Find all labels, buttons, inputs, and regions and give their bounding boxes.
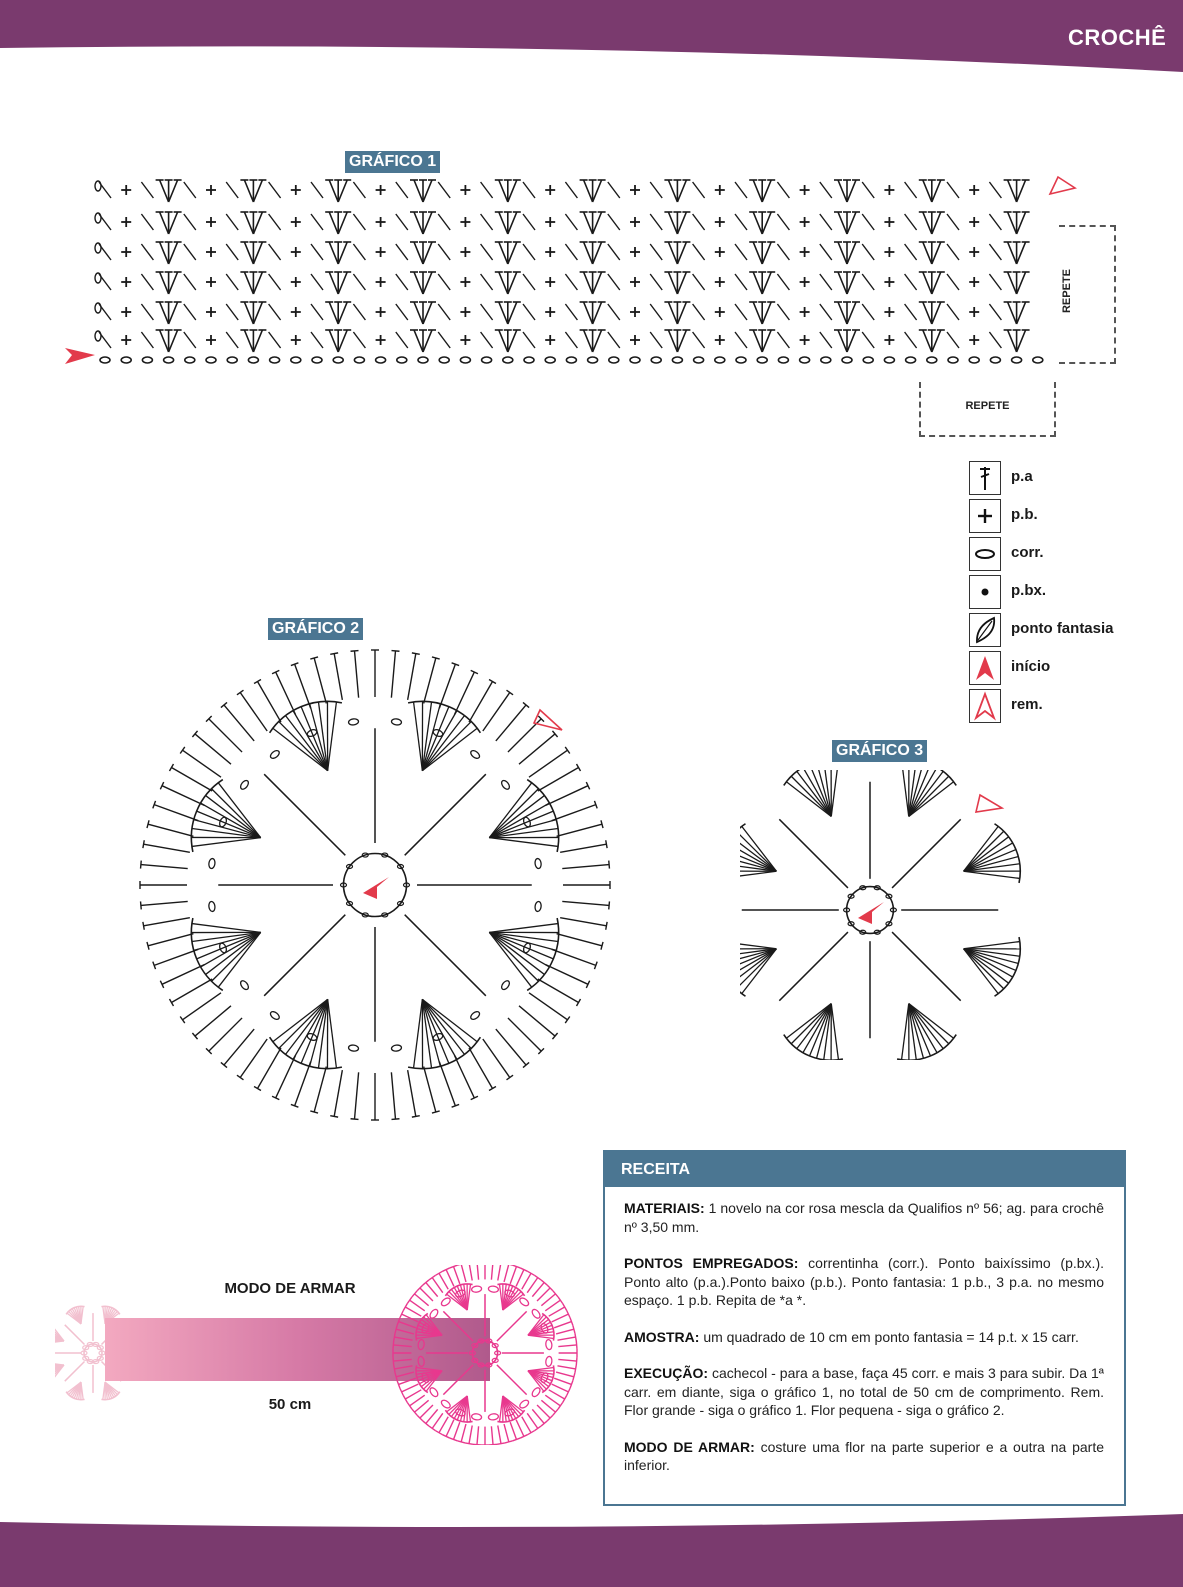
chart-3-diagram (740, 770, 1040, 1060)
recipe-panel (603, 1150, 1126, 1506)
assembly-diagram (55, 1265, 595, 1445)
legend-row-pb: p.b. (969, 499, 1169, 537)
start-arrow-icon (970, 652, 1000, 684)
repeat-vertical-bracket: REPETE (1059, 225, 1116, 364)
legend-row-inicio: início (969, 651, 1169, 689)
legend-row-corr: corr. (969, 537, 1169, 575)
chart-1-tag: GRÁFICO 1 (345, 151, 440, 173)
recipe-execution: EXECUÇÃO: cachecol - para a base, faça 45 corr. e mais 3 para subir. Da 1ª carr. em diante, siga o gráfico 1, no total de 50 cm de comprimento. Rem. Flor grande - siga o gráfico 1. Flor pequena - siga o gráfico 2. (624, 1365, 1104, 1418)
leaf-icon (970, 614, 1000, 646)
assembly-length: 50 cm (268, 1396, 312, 1413)
recipe-sample: AMOSTRA: um quadrado de 10 cm em ponto fantasia = 14 p.t. x 15 carr. (624, 1328, 1079, 1345)
legend-row-pbx: p.bx. (969, 575, 1169, 613)
plus-icon (970, 500, 1000, 532)
legend-row-pa: p.a (969, 461, 1169, 499)
recipe-materials: MATERIAIS: 1 novelo na cor rosa mescla da Qualifios nº 56; ag. para crochê nº 3,50 mm. (624, 1200, 1104, 1235)
repeat-horizontal-bracket: REPETE (919, 382, 1056, 437)
dot-icon (970, 576, 1000, 608)
chart-1-diagram (60, 170, 1140, 370)
tall-stitch-icon (970, 462, 1000, 494)
legend-row-rem: rem. (969, 689, 1169, 727)
assembly-title: MODO DE ARMAR (224, 1280, 356, 1297)
recipe-assembly: MODO DE ARMAR: costure uma flor na parte superior e a outra na parte inferior. (624, 1438, 1105, 1473)
stitch-legend (969, 461, 1169, 727)
chart-2-tag: GRÁFICO 2 (268, 618, 363, 640)
oval-icon (970, 538, 1000, 570)
recipe-title: RECEITA (605, 1152, 1124, 1187)
bottom-band (0, 1500, 1183, 1587)
chart-3-tag: GRÁFICO 3 (832, 740, 927, 762)
section-title: CROCHÊ (1068, 25, 1167, 50)
finish-arrow-icon (970, 690, 1000, 722)
chart-2-diagram (130, 645, 630, 1125)
top-band (0, 0, 1183, 80)
recipe-stitches: PONTOS EMPREGADOS: correntinha (corr.). Ponto baixíssimo (p.bx.). Ponto alto (p.a.).Ponto baixo (p.b.). Ponto fantasia: 1 p.b., 3 p.a. no mesmo espaço. 1 p.b. Repita de *a *. (624, 1255, 1104, 1308)
legend-row-fantasia: ponto fantasia (969, 613, 1169, 651)
